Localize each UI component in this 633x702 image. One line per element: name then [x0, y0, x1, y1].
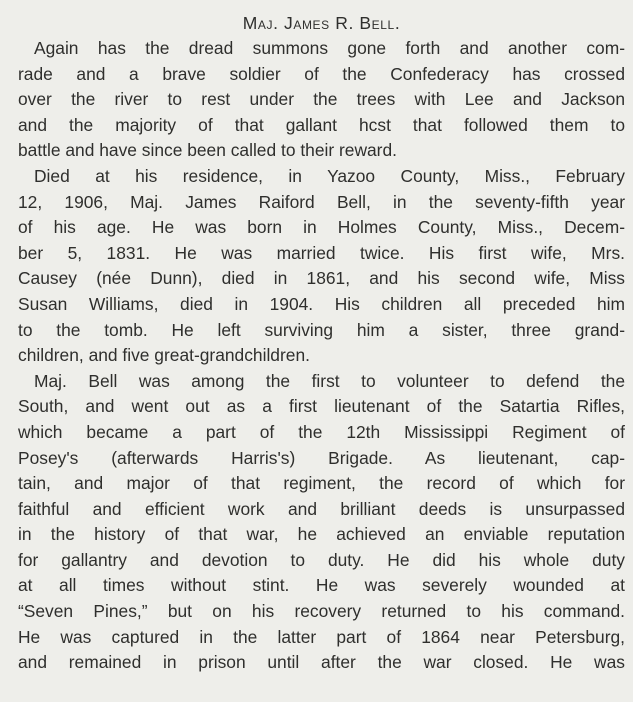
text-line: tain, and major of that regiment, the record of which for: [18, 473, 625, 494]
text-line: in the history of that war, he achieved an enviable reputation: [18, 524, 625, 545]
text-line: rade and a brave soldier of the Confederacy has crossed: [18, 63, 625, 84]
text-line: of his age. He was born in Holmes County, Miss., Decem-: [18, 217, 625, 238]
text-line: 12, 1906, Maj. James Raiford Bell, in the seventy-fifth year: [18, 191, 625, 212]
text-line: Again has the dread summons gone forth and another com-: [34, 38, 625, 58]
text-line: over the river to rest under the trees with Lee and Jackson: [18, 89, 625, 110]
text-line: ber 5, 1831. He was married twice. His first wife, Mrs.: [18, 242, 625, 263]
text-line: He was captured in the latter part of 1864 near Petersburg,: [18, 626, 625, 647]
text-line: Maj. Bell was among the first to volunteer to defend the: [34, 370, 625, 391]
text-line: “Seven Pines,” but on his recovery returned to his command.: [18, 601, 625, 622]
text-line: children, and five great-grandchildren.: [18, 345, 310, 366]
text-line: at all times without stint. He was severely wounded at: [18, 575, 625, 596]
paragraph-3: [18, 369, 625, 676]
text-line: for gallantry and devotion to duty. He did his whole duty: [18, 549, 625, 570]
text-line: which became a part of the 12th Mississippi Regiment of: [18, 421, 625, 442]
text-line: to the tomb. He left surviving him a sister, three grand-: [18, 319, 625, 340]
text-line: Died at his residence, in Yazoo County, Miss., February: [34, 165, 625, 186]
text-line: and the majority of that gallant hcst that followed them to: [18, 114, 625, 135]
article-title: Maj. James R. Bell.: [242, 13, 401, 33]
text-line: South, and went out as a first lieutenant of the Satartia Rifles,: [18, 396, 625, 417]
text-line: faithful and efficient work and brilliant deeds is unsurpassed: [18, 498, 625, 519]
text-line: Susan Williams, died in 1904. His children all preceded him: [18, 293, 625, 314]
text-line: Posey's (afterwards Harris's) Brigade. As lieutenant, cap-: [18, 447, 625, 468]
paragraph-2: [18, 164, 625, 369]
paragraph-1: [18, 36, 625, 164]
text-line: battle and have since been called to their reward.: [18, 140, 397, 161]
text-line: Causey (née Dunn), died in 1861, and his second wife, Miss: [18, 268, 625, 289]
text-line: and remained in prison until after the war closed. He was: [18, 652, 625, 673]
